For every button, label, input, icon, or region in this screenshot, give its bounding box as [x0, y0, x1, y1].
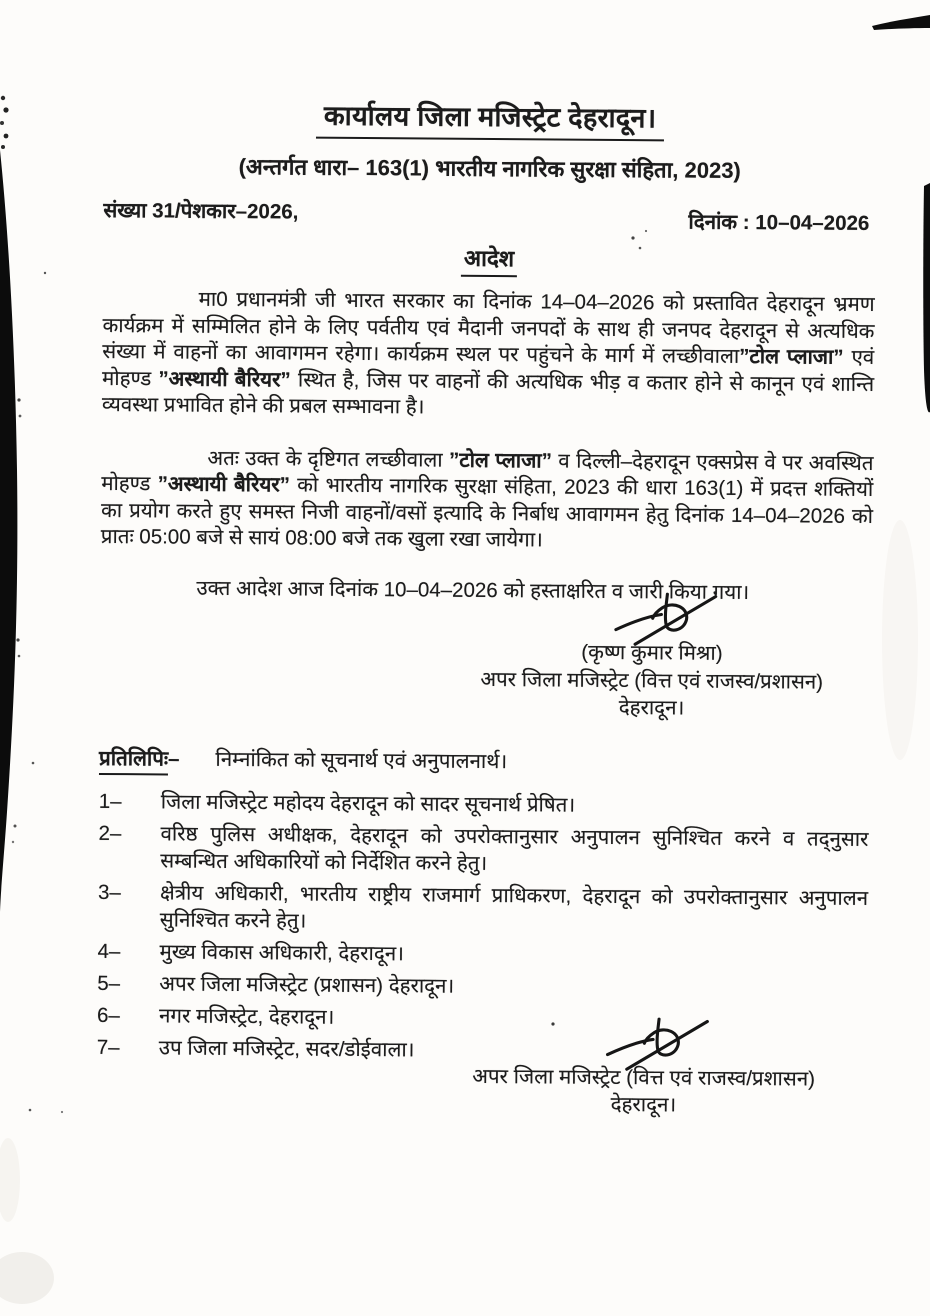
list-item	[97, 969, 869, 1002]
list-item-text: नगर मजिस्ट्रेट, देहरादून।	[158, 1003, 335, 1029]
list-item-text: जिला मजिस्ट्रेट महोदय देहरादून को सादर सूचनार्थ प्रेषित।	[160, 789, 576, 817]
list-item-text: उप जिला मजिस्ट्रेट, सदर/डोईवाला।	[158, 1035, 415, 1061]
copies-intro: निम्नांकित को सूचनार्थ एवं अनुपालनार्थ।	[215, 747, 508, 773]
scan-edge-left	[0, 150, 17, 912]
office-title: कार्यालय जिला मजिस्ट्रेट देहरादून।	[316, 96, 665, 142]
signature-icon	[608, 589, 723, 648]
signatory-name: (कृष्ण कुमार मिश्रा)	[581, 640, 723, 665]
list-item-number: 1–	[98, 789, 122, 813]
order-heading-row	[103, 239, 875, 280]
para2-bold-toll-plaza: ”टोल प्लाजा”	[448, 448, 553, 472]
list-item-text: मुख्य विकास अधिकारी, देहरादून।	[159, 939, 405, 965]
copies-label: प्रतिलिपिः	[99, 743, 168, 775]
reference-number: संख्या 31/पेशकार–2026,	[103, 198, 299, 224]
order-paragraph-2	[101, 444, 874, 556]
header-title-row	[104, 94, 876, 143]
reference-row	[103, 196, 875, 235]
list-item-number: 3–	[97, 880, 121, 904]
para2-text-3: को भारतीय नागरिक सुरक्षा संहिता, 2023 की धारा 163(1) में प्रदत्त शक्तियों का प्रयोग करते हुए समस्त निजी वाहनों/वसों इत्यादि के निर्बाध आवागमन हेतु दिनांक 14–04–2026 को प्रातः 05:00 बजे से सायं 08:00 बजे तक खुला रखा जायेगा।	[100, 473, 874, 552]
list-item-number: 6–	[96, 1003, 120, 1027]
list-item-text: क्षेत्रीय अधिकारी, भारतीय राष्ट्रीय राजमार्ग प्राधिकरण, देहरादून को उपरोक्तानुसार अनुपालन सुनिश्चित करने हेतु।	[159, 880, 869, 933]
order-date: दिनांक : 10–04–2026	[688, 210, 870, 235]
para1-text-2: एवं मोहण्ड	[102, 345, 875, 390]
para1-bold-barrier: ”अस्थायी बैरियर”	[158, 366, 291, 391]
list-item	[97, 1033, 869, 1066]
list-item	[98, 819, 870, 879]
list-item	[98, 878, 870, 938]
list-item-number: 7–	[96, 1035, 120, 1059]
act-reference-line: (अन्तर्गत धारा– 163(1) भारतीय नागरिक सुरक्षा संहिता, 2023)	[238, 154, 741, 183]
list-item-text: वरिष्ठ पुलिस अधीक्षक, देहरादून को उपरोक्तानुसार अनुपालन सुनिश्चित करने व तद्नुसार सम्बन्धित अधिकारियों को निर्देशित करने हेतु।	[160, 821, 869, 875]
para1-text-1: मा0 प्रधानमंत्री जी भारत सरकार का दिनांक 14–04–2026 को प्रस्तावित देहरादून भ्रमण कार्यक्रम में सम्मिलित होने के लिए पर्वतीय एवं मैदानी जनपदों के साथ ही जनपद देहरादून से अत्यधिक संख्या में वाहनों का आवागमन रहेगा। कार्यक्रम स्थल पर पहुंचने के मार्ग में लच्छीवाला	[102, 287, 875, 368]
copies-list	[97, 787, 871, 1066]
signatory-place: देहरादून।	[610, 1092, 677, 1117]
para1-text-3: स्थित है, जिस पर वाहनों की अत्यधिक भीड़ व कतार होने से कानून एवं शान्ति व्यवस्था प्रभावित होने की प्रबल सम्भावना है।	[101, 367, 875, 419]
list-item-number: 5–	[97, 971, 121, 995]
para2-bold-barrier: ”अस्थायी बैरियर”	[157, 472, 291, 497]
signature-icon	[600, 1013, 715, 1072]
list-item-number: 4–	[97, 939, 121, 963]
copies-label-dash: –	[167, 746, 180, 771]
signatory-designation: अपर जिला मजिस्ट्रेट (वित्त एवं राजस्व/प्रशासन)	[472, 1064, 816, 1091]
signatory-designation: अपर जिला मजिस्ट्रेट (वित्त एवं राजस्व/प्रशासन)	[480, 667, 824, 694]
para1-bold-toll-plaza: ”टोल प्लाजा”	[739, 344, 844, 369]
order-heading: आदेश	[461, 242, 518, 277]
list-item-text: अपर जिला मजिस्ट्रेट (प्रशासन) देहरादून।	[159, 971, 455, 998]
scan-edge-right	[923, 183, 930, 412]
signatory-place: देहरादून।	[618, 696, 685, 720]
list-item	[97, 937, 869, 970]
list-item-number: 2–	[98, 821, 122, 845]
scan-edge-top-right	[872, 15, 930, 30]
signature-block-top	[433, 588, 870, 724]
para2-text-1: अतः उक्त के दृष्टिगत लच्छीवाला	[207, 446, 450, 472]
order-paragraph-3: उक्त आदेश आज दिनांक 10–04–2026 को हस्ताक्षरित व जारी किया गया।	[196, 576, 750, 604]
para2-text-2: व दिल्ली–देहरादून एक्सप्रेस वे पर अवस्थित मोहण्ड	[101, 448, 874, 496]
order-paragraph-1	[102, 286, 875, 425]
document-content	[96, 94, 876, 1121]
list-item	[99, 787, 871, 820]
copies-header-row	[99, 743, 871, 780]
list-item	[97, 1001, 869, 1034]
